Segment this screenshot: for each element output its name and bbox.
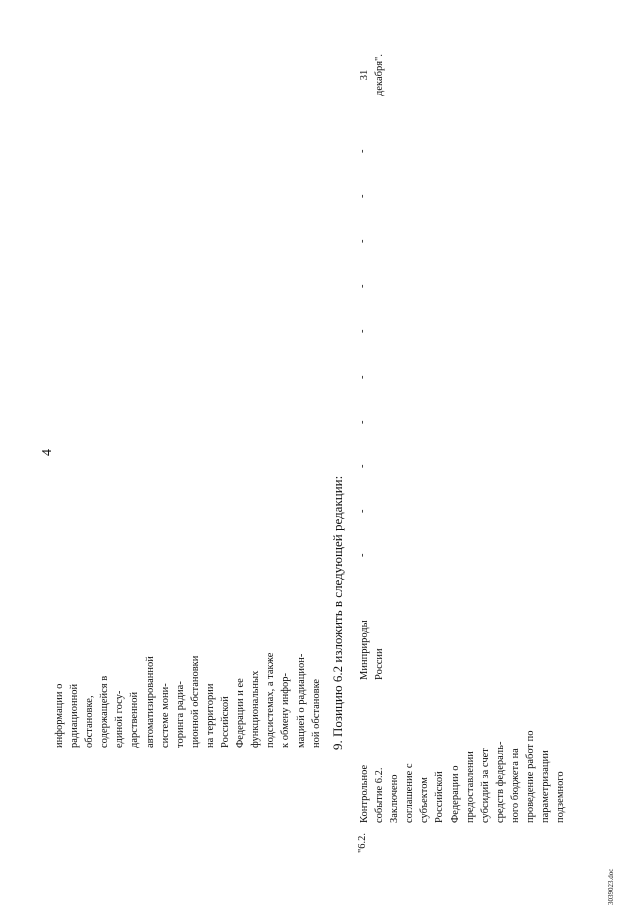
empty-cell-dash: - (357, 553, 368, 557)
previous-row-text (52, 653, 324, 748)
empty-cell-dash: - (357, 149, 368, 153)
page-number: 4 (40, 449, 55, 456)
end-date-month: декабря". (374, 54, 385, 96)
section-heading: 9. Позицию 6.2 изложить в следующей редакции: (330, 475, 345, 750)
empty-cell-dash: - (357, 329, 368, 333)
text-line: Минприроды (359, 620, 370, 680)
empty-cell-dash: - (357, 239, 368, 243)
text-line: дарственной (129, 691, 141, 748)
text-line: событие 6.2. (374, 767, 386, 823)
text-line: подземного (555, 771, 567, 823)
text-line: субсидий за счет (479, 748, 491, 823)
text-line: Федерации о (449, 765, 461, 823)
empty-cell-dash: - (357, 464, 368, 468)
text-line: ной обстановке (310, 678, 322, 748)
text-line: радиационной (69, 683, 81, 748)
empty-cell-dash: - (357, 375, 368, 379)
text-line: предоставлении (464, 751, 476, 823)
text-line: Российской (220, 696, 232, 748)
text-line: Федерации и ее (235, 678, 247, 748)
text-line: ционной обстановки (189, 655, 201, 748)
empty-cell-dash: - (357, 509, 368, 513)
text-line: субъектом (419, 777, 431, 823)
document-filename: 3039023.doc (607, 868, 615, 905)
text-line: ного бюджета на (509, 748, 521, 823)
text-line: подсистемах, а также (265, 652, 277, 748)
text-line: торинга радиа- (174, 681, 186, 748)
responsible-executor (357, 620, 387, 680)
empty-cell-dash: - (357, 194, 368, 198)
text-line: Российской (434, 771, 446, 823)
text-line: информации о (54, 683, 65, 748)
text-line: параметризации (540, 750, 552, 823)
end-date (357, 45, 387, 105)
text-line: средств федераль- (494, 741, 506, 823)
text-line: мацией о радиацион- (295, 653, 307, 748)
text-line: обстановке, (84, 695, 96, 748)
end-date-day: 31 (359, 69, 370, 81)
row-number: "6.2. (357, 832, 368, 853)
text-line: содержащейся в (99, 675, 111, 748)
text-line: соглашение с (404, 763, 416, 823)
text-line: на территории (204, 683, 216, 748)
text-line: проведение работ по (525, 730, 537, 823)
text-line: Контрольное (359, 764, 370, 823)
text-line: единой госу- (114, 690, 126, 748)
text-line: к обмену инфор- (280, 672, 292, 748)
text-line: системе мони- (159, 683, 171, 748)
text-line: Заключено (389, 774, 401, 823)
text-line: автоматизированной (144, 656, 156, 748)
text-line: России (374, 648, 386, 680)
empty-cell-dash: - (357, 284, 368, 288)
text-line: функциональных (250, 670, 262, 748)
empty-cell-dash: - (357, 420, 368, 424)
event-description (357, 730, 568, 823)
